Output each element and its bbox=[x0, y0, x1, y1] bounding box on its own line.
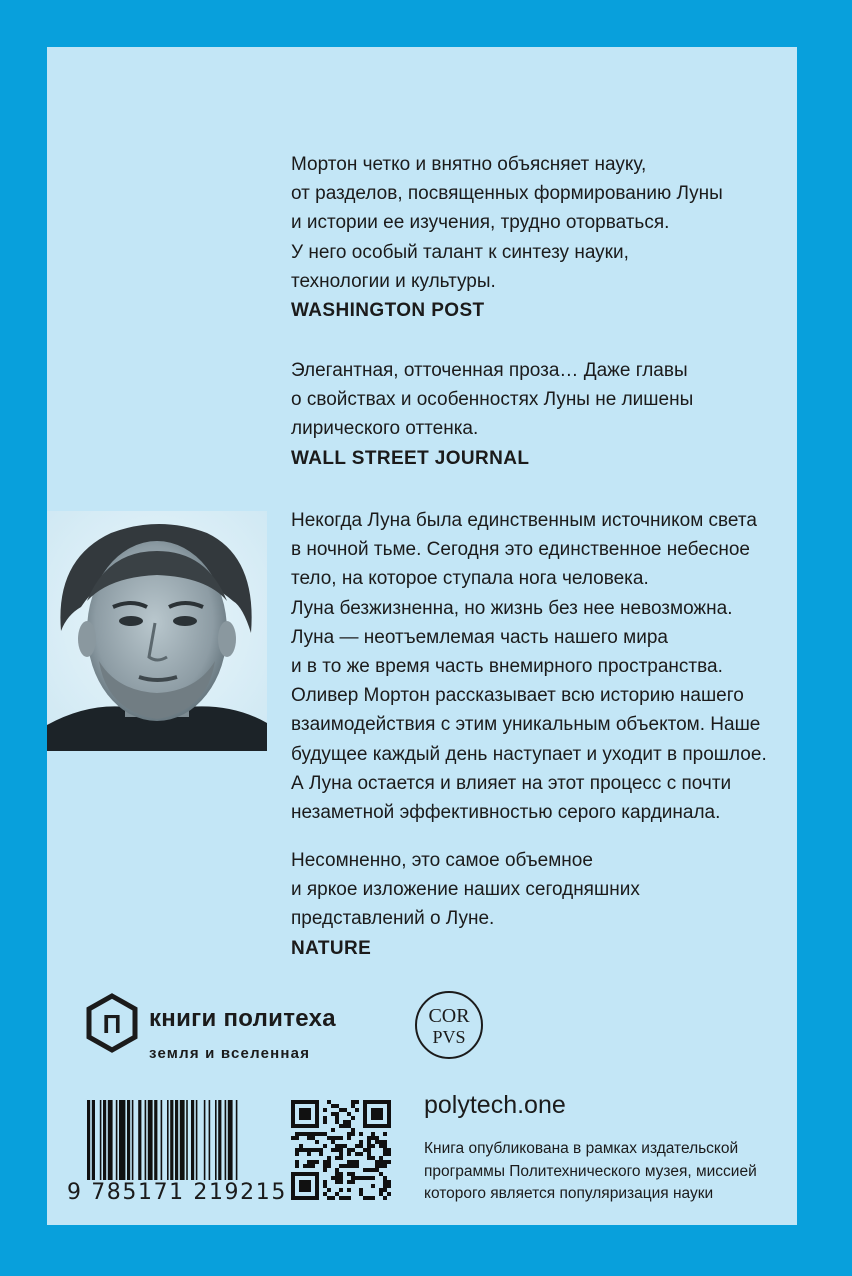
description-line: Некогда Луна была единственным источником света bbox=[291, 510, 757, 531]
quote-source: NATURE bbox=[291, 937, 372, 959]
corpus-top-text: COR bbox=[428, 1005, 470, 1027]
book-description bbox=[291, 506, 767, 827]
description-line: в ночной тьме. Сегодня это единственное небесное bbox=[291, 539, 750, 561]
description-line: Луна — неотъемлемая часть нашего мира bbox=[291, 626, 668, 648]
back-cover bbox=[47, 47, 797, 1225]
publisher-series: земля и вселенная bbox=[149, 1045, 311, 1062]
quote-line: и истории ее изучения, трудно оторваться. bbox=[291, 212, 670, 234]
quote-line: У него особый талант к синтезу науки, bbox=[291, 241, 629, 263]
description-line: незаметной эффективностью серого кардинала. bbox=[291, 802, 721, 824]
description-line: А Луна остается и влияет на этот процесс с почти bbox=[291, 772, 732, 794]
description-line: и в то же время часть внемирного пространства. bbox=[291, 656, 723, 678]
logo-letter: П bbox=[102, 1009, 122, 1039]
quote-washington-post bbox=[291, 150, 723, 325]
polytech-logo-icon bbox=[85, 993, 139, 1053]
corpus-bottom-text: PVS bbox=[432, 1027, 466, 1047]
quote-nature bbox=[291, 846, 640, 963]
note-line: программы Политехнического музея, миссией bbox=[424, 1162, 757, 1180]
quote-wsj bbox=[291, 356, 693, 473]
quote-source: WALL STREET JOURNAL bbox=[291, 447, 530, 469]
quote-line: Мортон четко и внятно объясняет науку, bbox=[291, 154, 647, 175]
quote-line: технологии и культуры. bbox=[291, 270, 496, 292]
website-link[interactable]: polytech.one bbox=[424, 1091, 566, 1119]
quote-line: от разделов, посвященных формированию Луны bbox=[291, 183, 723, 205]
description-line: будущее каждый день наступает и уходит в прошлое. bbox=[291, 743, 767, 765]
qr-code bbox=[291, 1100, 391, 1200]
quote-line: Элегантная, отточенная проза… Даже главы bbox=[291, 360, 688, 381]
description-line: Луна безжизненна, но жизнь без нее невозможна. bbox=[291, 597, 733, 619]
quote-source: WASHINGTON POST bbox=[291, 300, 485, 322]
quote-line: и яркое изложение наших сегодняшних bbox=[291, 879, 640, 901]
author-photo bbox=[47, 511, 267, 751]
description-line: Оливер Мортон рассказывает всю историю нашего bbox=[291, 685, 744, 707]
description-line: взаимодействия с этим уникальным объектом. Наше bbox=[291, 714, 761, 736]
publisher-name: книги политеха bbox=[149, 1005, 336, 1032]
quote-line: о свойствах и особенностях Луны не лишены bbox=[291, 389, 694, 411]
isbn-number: 9 785171 219215 bbox=[67, 1180, 287, 1205]
description-line: тело, на которое ступала нога человека. bbox=[291, 568, 649, 590]
quote-line: Несомненно, это самое объемное bbox=[291, 850, 593, 871]
barcode bbox=[87, 1100, 271, 1180]
quote-line: представлений о Луне. bbox=[291, 908, 495, 930]
note-line: которого является популяризация науки bbox=[424, 1185, 714, 1202]
note-line: Книга опубликована в рамках издательской bbox=[424, 1140, 739, 1157]
corpus-logo-icon bbox=[413, 989, 485, 1061]
publisher-note bbox=[424, 1138, 757, 1206]
quote-line: лирического оттенка. bbox=[291, 418, 479, 440]
